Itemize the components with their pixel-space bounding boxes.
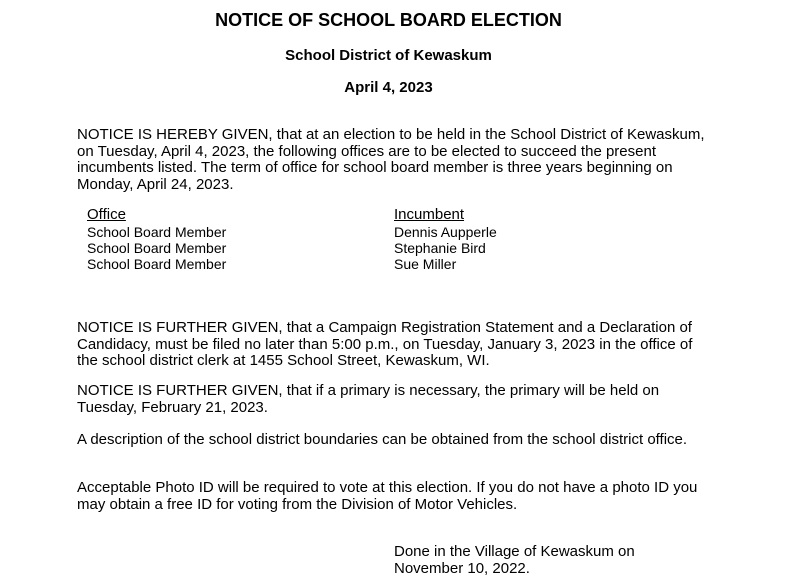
primary-paragraph: NOTICE IS FURTHER GIVEN, that if a primary is necessary, the primary will be held on Tuesday, February 21, 2023. (77, 382, 660, 416)
office-cell: School Board Member (87, 223, 227, 240)
notice-title: NOTICE OF SCHOOL BOARD ELECTION (215, 10, 562, 30)
incumbent-header: Incumbent (394, 206, 465, 223)
office-cell: School Board Member (87, 255, 227, 272)
photo-id-paragraph: Acceptable Photo ID will be required to vote at this election. If you do not have a photo ID you may obtain a free ID for voting from the Division of Motor Vehicles. (77, 479, 698, 513)
incumbent-cell: Dennis Aupperle (394, 223, 497, 240)
filing-paragraph: NOTICE IS FURTHER GIVEN, that a Campaign Registration Statement and a Declaration of Candidacy, must be filed no later than 5:00 p.m., on Tuesday, January 3, 2023 in the office of the school district clerk at 1455 School Street, Kewaskum, WI. (77, 319, 693, 369)
signature-block: Done in the Village of Kewaskum on November 10, 2022. (394, 543, 635, 577)
district-name: School District of Kewaskum (285, 47, 492, 64)
office-cell: School Board Member (87, 239, 227, 256)
office-column (87, 207, 347, 272)
office-header: Office (87, 206, 126, 223)
boundaries-paragraph: A description of the school district boundaries can be obtained from the school district office. (77, 431, 688, 448)
election-date: April 4, 2023 (344, 79, 433, 96)
incumbent-cell: Stephanie Bird (394, 239, 486, 256)
incumbent-column (394, 207, 654, 272)
incumbent-cell: Sue Miller (394, 255, 457, 272)
intro-paragraph: NOTICE IS HEREBY GIVEN, that at an election to be held in the School District of Kewaskum, on Tuesday, April 4, 2023, the following offices are to be elected to succeed the present incumbents listed. The term of office for school board member is three years beginning on Monday, April 24, 2023. (77, 126, 705, 193)
